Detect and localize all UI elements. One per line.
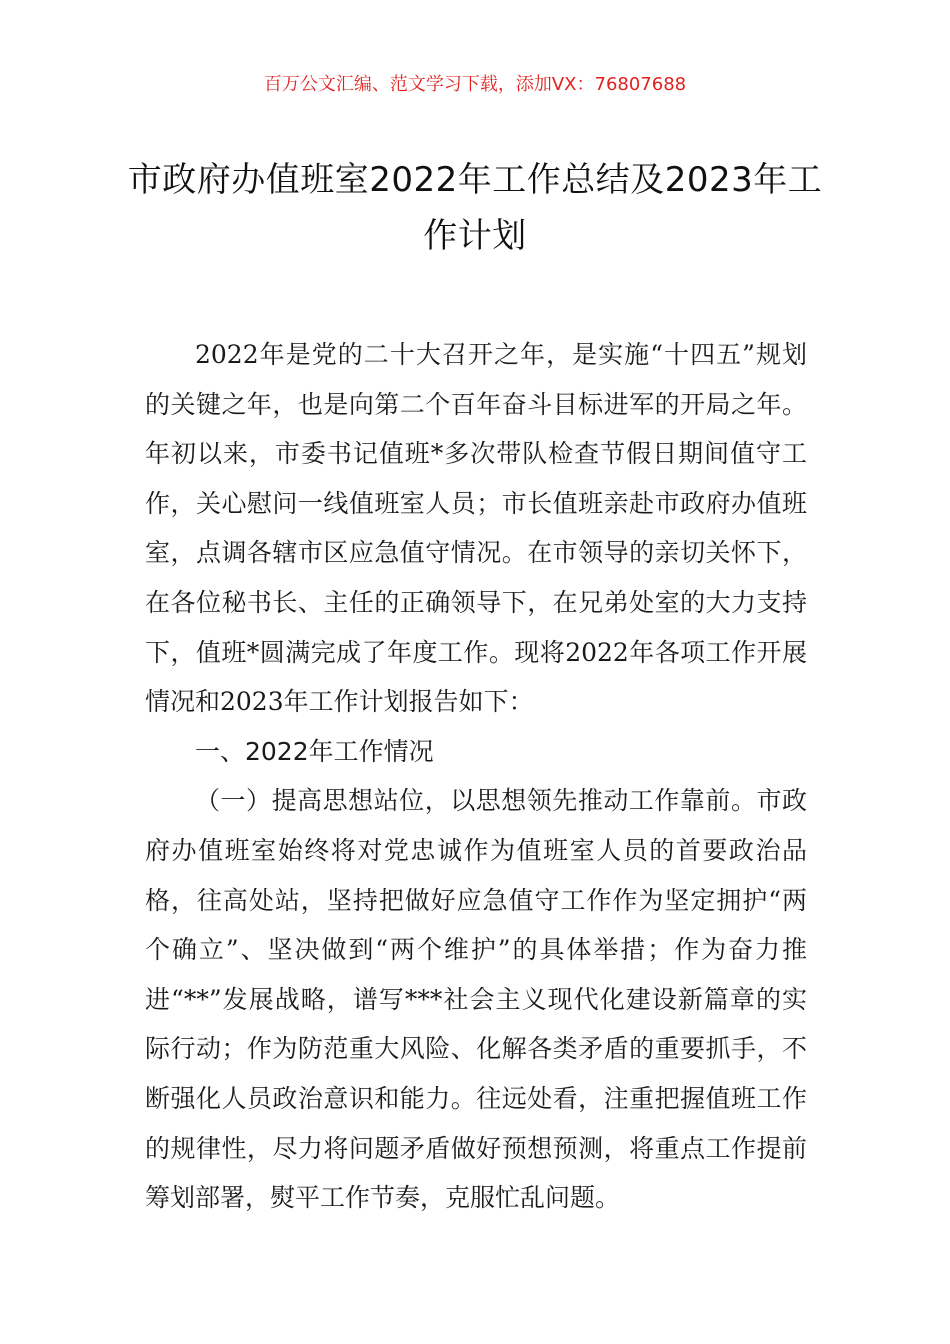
section-heading: 一、2022年工作情况 <box>195 736 434 766</box>
watermark-banner: 百万公文汇编、范文学习下载，添加VX：76807688 <box>263 74 687 95</box>
document-title: 市政府办值班室2022年工作总结及2023年工作计划 <box>127 160 823 256</box>
document-body <box>145 330 807 1223</box>
intro-paragraph: 2022年是党的二十大召开之年，是实施“十四五”规划的关键之年，也是向第二个百年奋斗目标进军的开局之年。年初以来，市委书记值班*多次带队检查节假日期间值守工作，关心慰问一线值班室人员；市长值班亲赴市政府办值班室，点调各辖市区应急值守情况。在市领导的亲切关怀下，在各位秘书长、主任的正确领导下，在兄弟处室的大力支持下，值班*圆满完成了年度工作。现将2022年各项工作开展情况和2023年工作计划报告如下： <box>145 340 807 717</box>
section-paragraph: （一）提高思想站位，以思想领先推动工作靠前。市政府办值班室始终将对党忠诚作为值班室人员的首要政治品格，往高处站，坚持把做好应急值守工作作为坚定拥护“两个确立”、坚决做到“两个维护”的具体举措；作为奋力推进“**”发展战略，谱写***社会主义现代化建设新篇章的实际行动；作为防范重大风险、化解各类矛盾的重要抓手，不断强化人员政治意识和能力。往远处看，注重把握值班工作的规律性，尽力将问题矛盾做好预想预测，将重点工作提前筹划部署，熨平工作节奏，克服忙乱问题。 <box>145 786 807 1213</box>
